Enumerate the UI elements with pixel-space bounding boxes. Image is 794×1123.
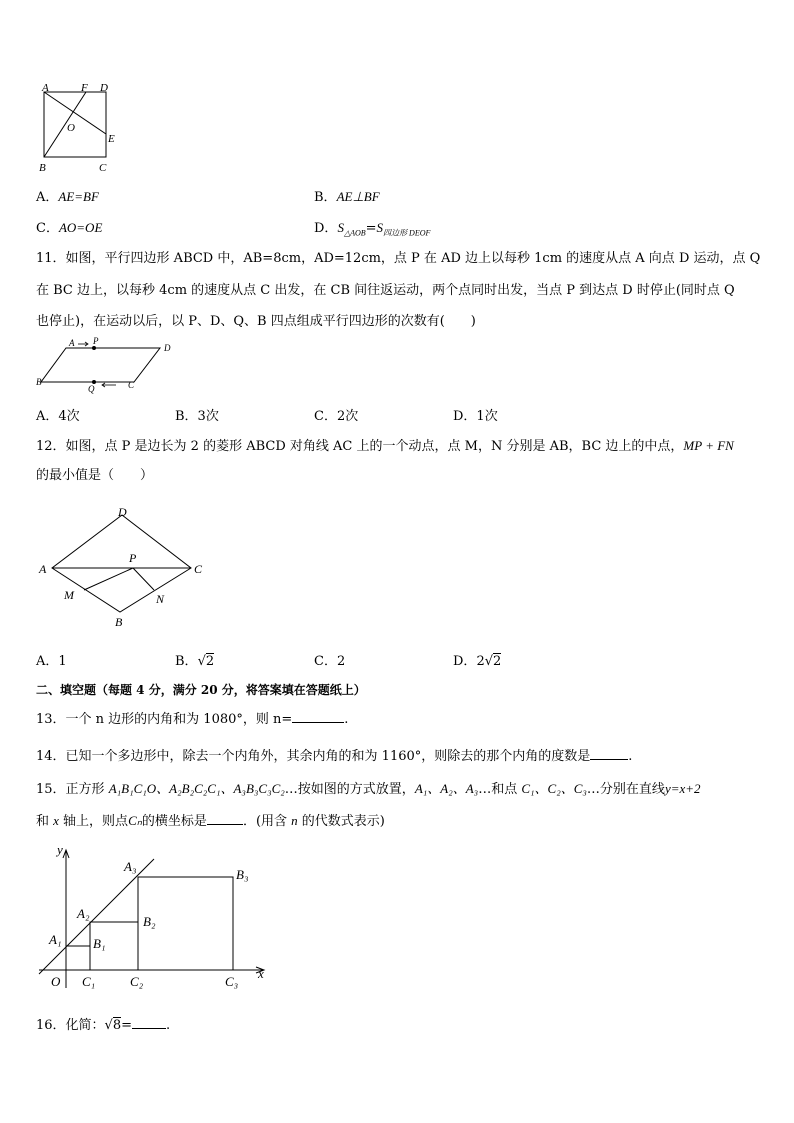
q16-answer-blank[interactable] (132, 1014, 166, 1029)
fig10-label-d: D (100, 82, 108, 94)
fig12-label-c: C (194, 562, 203, 576)
q11-text-line3: 也停止)，在运动以后，以 P、D、Q、B 四点组成平行四边形的次数有( ) (36, 314, 476, 329)
q10-option-c: C．AO=OE (36, 220, 103, 236)
q15-text-line2: 和 x 轴上，则点Cₙ的横坐标是 ．(用含 n 的代数式表示) (36, 810, 385, 831)
fig15-label-a2: A₂ (77, 906, 90, 921)
q12-text-line1: 12．如图，点 P 是边长为 2 的菱形 ABCD 对角线 AC 上的一个动点，点 M，N 分别是 AB，BC 边上的中点，MP + FN (36, 438, 734, 454)
q10-option-d: D．$S_{\triangle AOB}=S_{四边形 DEOF}$ (314, 220, 431, 238)
fig15-label-b1: B₁ (93, 936, 106, 951)
q14-text: 14．已知一个多边形中，除去一个内角外，其余内角的和为 1160°，则除去的那个内角的度数是 . (36, 745, 632, 766)
section-fill-in-heading: 二、填空题（每题 4 分，满分 20 分，将答案填在答题纸上） (36, 683, 366, 697)
fig10-label-e: E (108, 133, 115, 145)
q13-answer-blank[interactable] (292, 708, 344, 723)
q15-squares-figure (36, 840, 276, 990)
q12-option-d: D．2√2 (453, 654, 502, 669)
fig12-label-p: P (129, 551, 137, 565)
q12-option-b: B．√2 (175, 654, 215, 669)
fig11-label-p: P (93, 336, 99, 346)
fig15-label-a1: A₁ (49, 932, 62, 947)
fig15-label-c1: C₁ (82, 974, 96, 989)
fig10-label-f: F (81, 82, 88, 94)
sqrt-symbol: √ (484, 654, 494, 669)
fig12-label-d: D (118, 505, 127, 519)
fig11-label-q: Q (88, 384, 95, 394)
q10-option-b: B．AE⊥BF (314, 189, 380, 205)
q10-square-figure (36, 80, 126, 176)
fig10-label-b: B (39, 162, 46, 174)
fig15-label-y: y (57, 842, 63, 857)
q12-rhombus-figure (36, 500, 216, 635)
q11-option-c: C．2次 (314, 409, 359, 424)
sqrt-symbol: √ (104, 1018, 113, 1033)
fig10-label-c: C (99, 162, 107, 174)
fig15-label-b2: B₂ (143, 914, 156, 929)
fig12-label-b: B (115, 615, 123, 629)
q12-option-a: A．1 (36, 654, 67, 669)
fig10-label-o: O (67, 122, 75, 134)
q14-answer-blank[interactable] (590, 745, 628, 760)
fig11-label-b: B (36, 377, 42, 387)
fig10-label-a: A (42, 82, 49, 94)
fig12-label-m: M (64, 588, 74, 602)
q12-option-c: C．2 (314, 654, 346, 669)
fig15-label-b3: B₃ (236, 867, 249, 882)
sqrt-symbol: √ (197, 654, 206, 669)
q15-answer-blank[interactable] (207, 810, 243, 825)
q11-text-line1: 11．如图，平行四边形 ABCD 中，AB=8cm，AD=12cm，点 P 在 AD 边上以每秒 1cm 的速度从点 A 向点 D 运动，点 Q (36, 251, 761, 266)
fig15-label-c2: C₂ (130, 974, 144, 989)
fig15-label-x: x (258, 966, 264, 981)
q13-text: 13．一个 n 边形的内角和为 1080°，则 n= . (36, 708, 348, 729)
q10-option-a: A．AE=BF (36, 189, 99, 205)
fig12-label-n: N (156, 592, 165, 606)
q11-option-a: A．4次 (36, 409, 80, 424)
q11-parallelogram-figure (36, 335, 186, 395)
fig11-label-c: C (128, 380, 135, 390)
q11-text-line2: 在 BC 边上，以每秒 4cm 的速度从点 C 出发，在 CB 间往返运动，两个点同时出发，当点 P 到达点 D 时停止(同时点 Q (36, 283, 735, 298)
fig11-label-a: A (69, 338, 75, 348)
fig11-label-d: D (164, 343, 171, 353)
fig15-label-c3: C₃ (225, 974, 239, 989)
q12-text-line2: 的最小值是（ ） (36, 468, 154, 483)
fig15-label-a3: A₃ (124, 859, 137, 874)
fig12-label-a: A (39, 562, 47, 576)
q16-text: 16．化简：√8= . (36, 1014, 170, 1035)
q15-text-line1: 15．正方形 A₁B₁C₁O、A₂B₂C₂C₁、A₃B₃C₃C₂…按如图的方式放置，A₁、A₂、A₃…和点 C₁、C₂、C₃…分别在直线y=x+2 (36, 781, 701, 797)
fig15-label-o: O (51, 974, 61, 989)
q11-option-b: B．3次 (175, 409, 219, 424)
q11-option-d: D．1次 (453, 409, 498, 424)
